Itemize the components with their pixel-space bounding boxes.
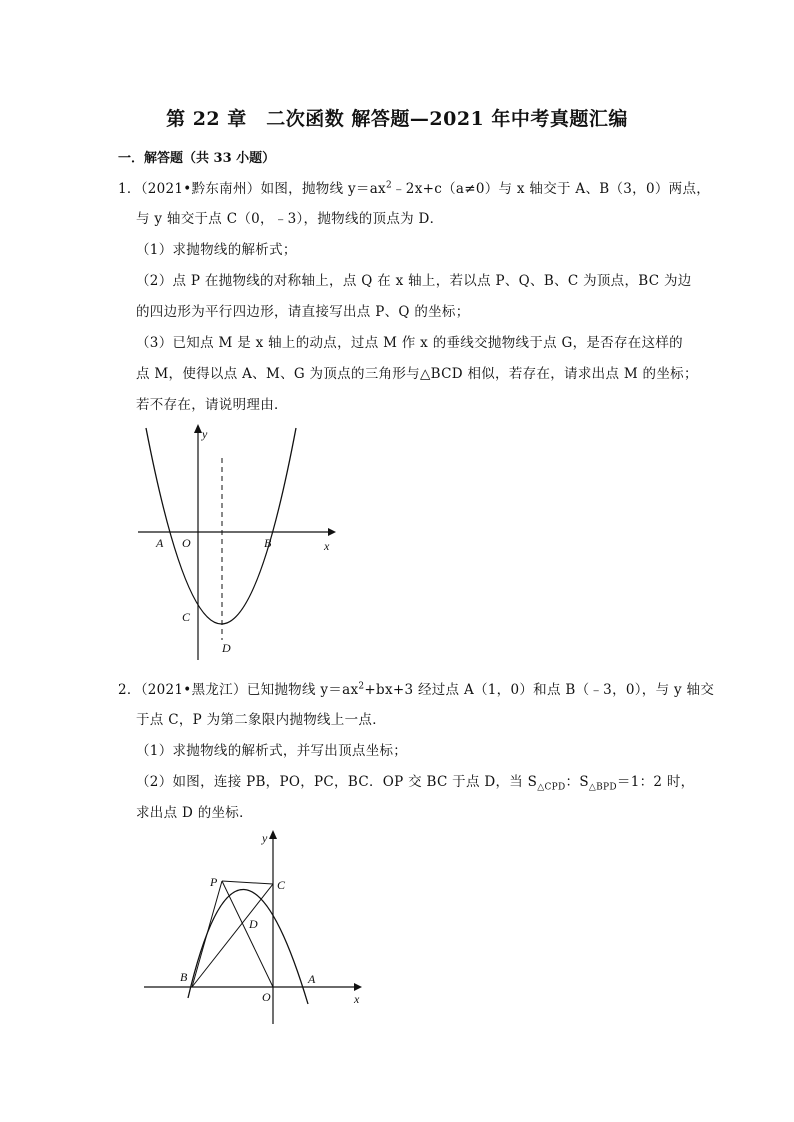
page-title: 第 22 章 二次函数 解答题—2021 年中考真题汇编 <box>166 108 628 130</box>
label-D: D <box>222 641 231 655</box>
q2-figure <box>140 828 380 1028</box>
segment-BC <box>192 884 273 987</box>
y-axis-arrow-icon <box>269 830 277 839</box>
x-axis-arrow-icon <box>328 528 336 536</box>
q1-part1: （1）求抛物线的解析式； <box>136 242 297 258</box>
q1-part3-line3: 若不存在，请说明理由． <box>136 397 288 413</box>
label-x: x <box>324 539 330 553</box>
segment-PB <box>192 881 222 987</box>
parabola <box>146 428 296 624</box>
q2-part2-line2: 求出点 D 的坐标． <box>136 805 253 821</box>
q1-part2-line2: 的四边形为平行四边形，请直接写出点 P、Q 的坐标； <box>136 304 470 320</box>
q2-line2: 于点 C，P 为第二象限内抛物线上一点． <box>136 712 386 728</box>
y-axis-arrow-icon <box>194 424 202 433</box>
section-heading: 一．解答题（共 33 小题） <box>118 151 276 166</box>
q1-line2: 与 y 轴交于点 C（0，﹣3），抛物线的顶点为 D． <box>136 211 444 227</box>
q2-number: 2． <box>118 682 141 698</box>
segment-PO <box>222 881 273 987</box>
label-y: y <box>262 831 268 845</box>
q1-line1: 1．（2021•黔东南州）如图，抛物线 $y=ax^2﹣2x+c(a\ne 0)$与 x 轴交于 A、B（3，0）两点， <box>118 180 711 197</box>
q1-part2-line1: （2）点 P 在抛物线的对称轴上，点 Q 在 x 轴上，若以点 P、Q、B、C 为顶点，BC 为边 <box>136 273 692 289</box>
label-A: A <box>308 972 316 986</box>
label-B: B <box>264 536 272 550</box>
segment-PC <box>222 881 273 884</box>
label-O: O <box>262 990 271 1004</box>
label-A: A <box>156 536 164 550</box>
q2-part1: （1）求抛物线的解析式，并写出顶点坐标； <box>136 743 408 759</box>
q1-part3-line1: （3）已知点 M 是 x 轴上的动点，过点 M 作 x 的垂线交抛物线于点 G，是否存在这样的 <box>136 335 683 351</box>
label-C: C <box>182 610 191 624</box>
label-y: y <box>202 427 208 441</box>
label-D: D <box>249 917 258 931</box>
q1-number: 1． <box>118 181 141 197</box>
label-x: x <box>354 992 360 1006</box>
q1-figure <box>130 420 350 665</box>
q2-line1: 2．（2021•黑龙江）已知抛物线 $y=ax^2+bx+3$ 经过点 A（1，0）和点 B（﹣3，0），与 y 轴交 <box>118 681 715 698</box>
label-O: O <box>182 536 191 550</box>
label-B: B <box>180 970 188 984</box>
q1-part3-line2: 点 M，使得以点 A、M、G 为顶点的三角形与△BCD 相似，若存在，请求出点 M 的坐标； <box>136 366 698 382</box>
label-P: P <box>210 875 218 889</box>
label-C: C <box>277 878 286 892</box>
q2-part2-line1: （2）如图，连接 PB，PO，PC，BC．OP 交 BC 于点 D，当 $S_{\triangle CPD}$：$S_{\triangle BPD}=1$：2 时， <box>136 774 695 793</box>
x-axis-arrow-icon <box>354 983 362 991</box>
